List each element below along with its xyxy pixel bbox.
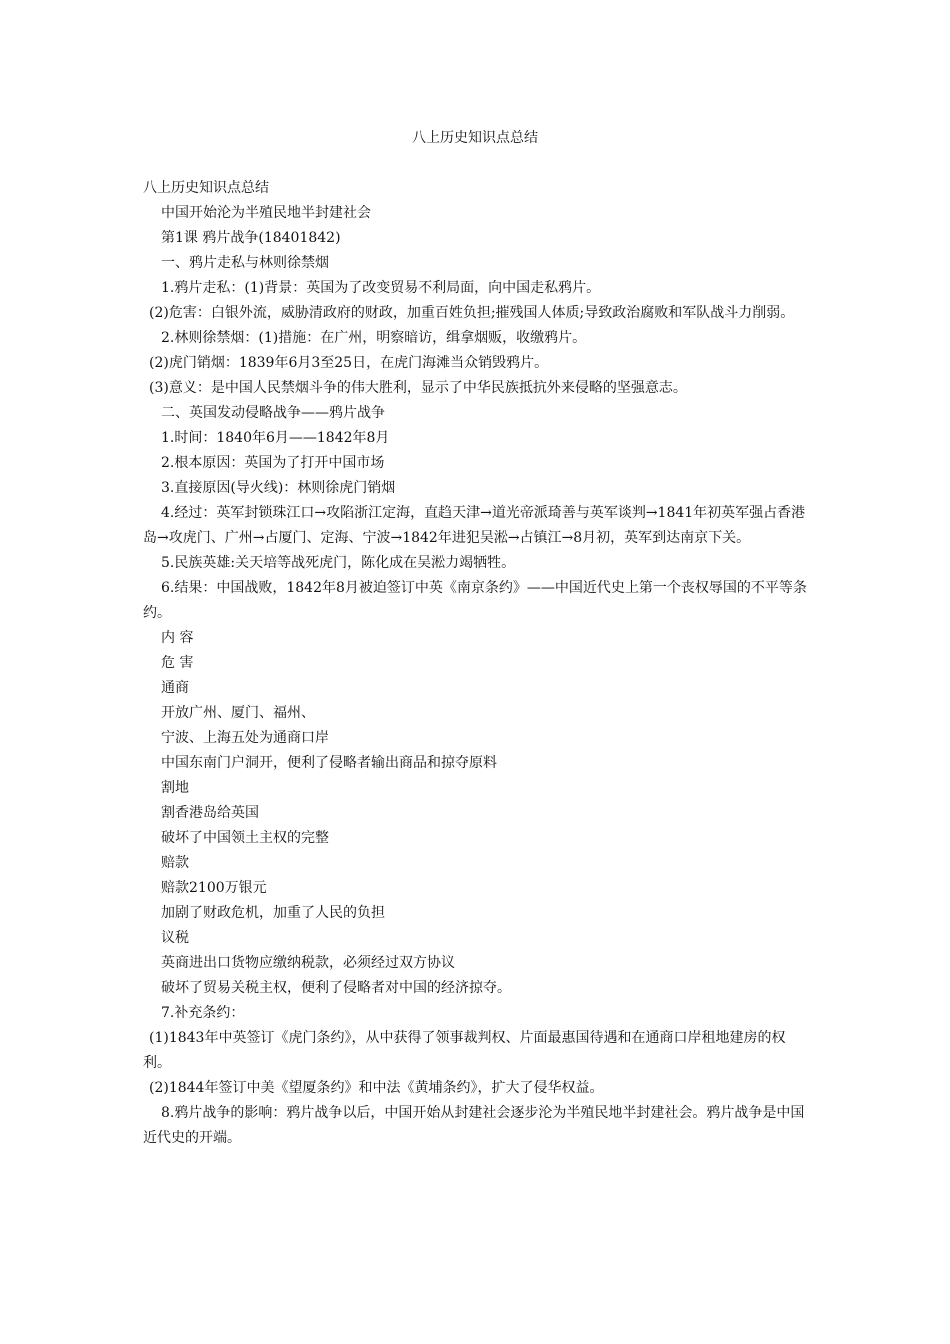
table-text: 英商进出口货物应缴纳税款，必须经过双方协议 xyxy=(161,955,455,971)
paragraph: 2.林则徐禁烟：(1)措施：在广州，明察暗访，缉拿烟贩，收缴鸦片。 xyxy=(161,330,587,346)
paragraph: 5.民族英雄:关天培等战死虎门，陈化成在吴淞力竭牺牲。 xyxy=(161,555,516,571)
paragraph: 1.鸦片走私：(1)背景：英国为了改变贸易不利局面，向中国走私鸦片。 xyxy=(161,280,601,296)
table-text: 赔款2100万银元 xyxy=(161,880,267,896)
paragraph: 8.鸦片战争的影响：鸦片战争以后，中国开始从封建社会逐步沦为半殖民地半封建社会。鸦片战争是中国近代史的开端。 xyxy=(143,1105,805,1146)
paragraph: 2.根本原因：英国为了打开中国市场 xyxy=(161,455,385,471)
table-text: 内 容 xyxy=(161,630,194,646)
lesson-heading: 第1课 鸦片战争(18401842) xyxy=(161,230,341,246)
paragraph: (2)危害：白银外流，威胁清政府的财政，加重百姓负担;摧残国人体质;导致政治腐败和军队战斗力削弱。 xyxy=(149,305,795,321)
table-text: 赔款 xyxy=(161,855,189,871)
paragraph: (1)1843年中英签订《虎门条约》，从中获得了领事裁判权、片面最惠国待遇和在通商口岸租地建房的权利。 xyxy=(143,1030,786,1071)
paragraph: (3)意义：是中国人民禁烟斗争的伟大胜利，显示了中华民族抵抗外来侵略的坚强意志。 xyxy=(149,380,687,396)
paragraph: 6.结果：中国战败，1842年8月被迫签订中英《南京条约》——中国近代史上第一个丧权辱国的不平等条约。 xyxy=(143,580,807,621)
heading-line: 八上历史知识点总结 xyxy=(143,180,269,196)
paragraph: 4.经过：英军封锁珠江口→攻陷浙江定海，直趋天津→道光帝派琦善与英军谈判→1841年初英军强占香港岛→攻虎门、广州→占厦门、定海、宁波→1842年进犯吴淞→占镇江→8月初，英军到达南京下关。 xyxy=(143,505,806,546)
table-text: 宁波、上海五处为通商口岸 xyxy=(161,730,329,746)
table-text: 中国东南门户洞开，便利了侵略者输出商品和掠夺原料 xyxy=(161,755,497,771)
table-text: 危 害 xyxy=(161,655,194,671)
paragraph: 1.时间：1840年6月——1842年8月 xyxy=(161,430,390,446)
table-text: 破坏了中国领土主权的完整 xyxy=(161,830,329,846)
paragraph: 3.直接原因(导火线)：林则徐虎门销烟 xyxy=(161,480,396,496)
table-text: 割香港岛给英国 xyxy=(161,805,259,821)
section-heading: 二、英国发动侵略战争——鸦片战争 xyxy=(161,405,385,421)
table-text: 议税 xyxy=(161,930,189,946)
document-body xyxy=(143,176,807,1151)
table-text: 通商 xyxy=(161,680,189,696)
table-text: 割地 xyxy=(161,780,189,796)
table-text: 开放广州、厦门、福州、 xyxy=(161,705,315,721)
paragraph: (2)1844年签订中美《望厦条约》和中法《黄埔条约》，扩大了侵华权益。 xyxy=(149,1080,604,1096)
unit-heading: 中国开始沦为半殖民地半封建社会 xyxy=(161,205,371,221)
paragraph: (2)虎门销烟：1839年6月3至25日，在虎门海滩当众销毁鸦片。 xyxy=(149,355,549,371)
table-text: 加剧了财政危机，加重了人民的负担 xyxy=(161,905,385,921)
document-title: 八上历史知识点总结 xyxy=(412,130,538,146)
paragraph: 7.补充条约： xyxy=(161,1005,245,1021)
table-text: 破坏了贸易关税主权，便利了侵略者对中国的经济掠夺。 xyxy=(161,980,511,996)
section-heading: 一、鸦片走私与林则徐禁烟 xyxy=(161,255,329,271)
